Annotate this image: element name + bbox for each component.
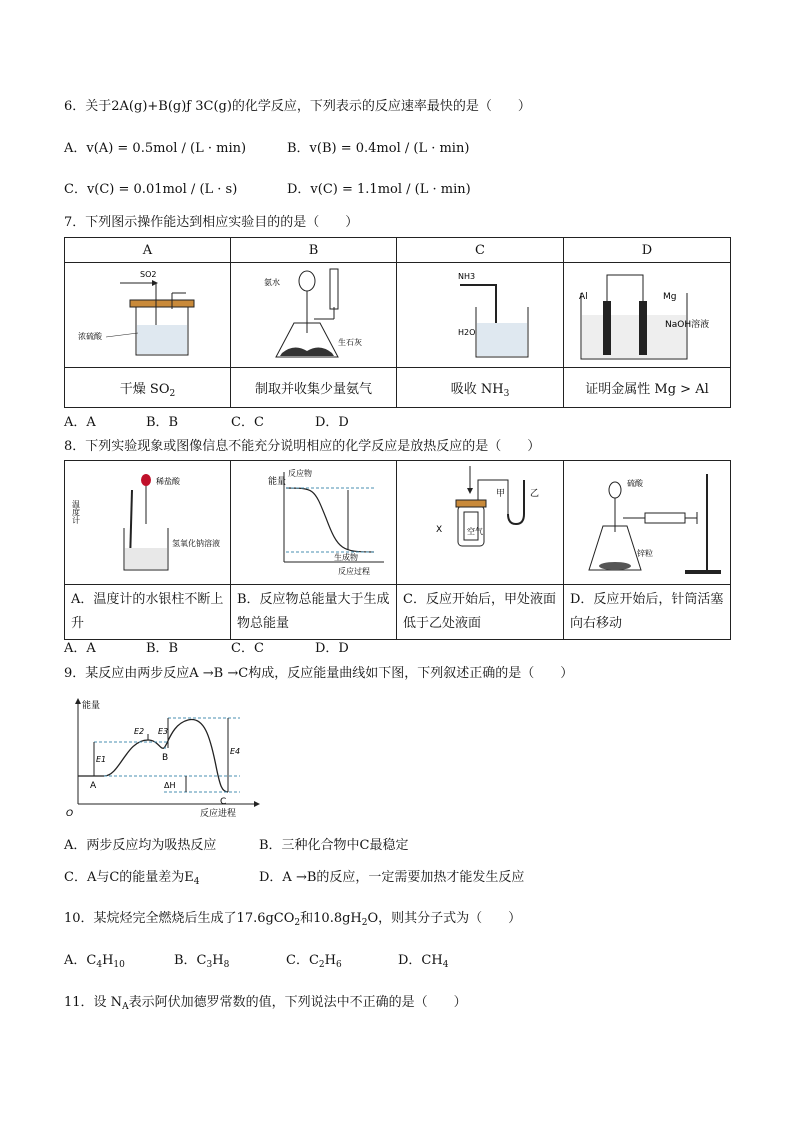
q8-answer-a[interactable]: A．A: [64, 641, 96, 656]
acid-liquid: [137, 325, 187, 354]
q7-caption-a: 干燥 $SO_2$: [65, 368, 231, 408]
collecting-tube: [330, 269, 338, 309]
q9-option-b[interactable]: B．三种化合物中C最稳定: [259, 838, 409, 853]
q9-E1-label: E1: [96, 755, 107, 764]
q8-figure-c: [397, 461, 564, 585]
q8-c-jia-label: 甲: [496, 488, 506, 499]
q8-caption-b: B．反应物总能量大于生成物总能量: [231, 585, 397, 640]
q8-figure-d: [564, 461, 731, 585]
q10-option-b[interactable]: B．$C_3H_8$: [174, 953, 230, 970]
wire: [607, 275, 643, 301]
q6-option-b[interactable]: B．v(B) = 0.4mol / (L · min): [287, 141, 470, 156]
q9-C-label: C: [220, 797, 227, 807]
q7-caption-b: 制取并收集少量氨气: [231, 368, 397, 408]
q7-figure-a: [65, 263, 231, 368]
q7-figure-d: [564, 263, 731, 368]
q7-answer-b[interactable]: B．B: [146, 415, 179, 430]
q7-c-gas-label: NH3: [458, 272, 476, 281]
q7-figure-b: [231, 263, 397, 368]
q10-option-a[interactable]: A．$C_4H_{10}$: [64, 953, 125, 970]
q8-answer-d[interactable]: D．D: [315, 641, 349, 656]
stand-base: [685, 570, 721, 574]
q7-stem: 7．下列图示操作能达到相应实验目的的是（ ）: [64, 215, 359, 230]
u-tube-figure: [400, 462, 560, 580]
q8-caption-a: A．温度计的水银柱不断上升: [65, 585, 231, 640]
energy-diagram-figure: [234, 462, 394, 580]
q11-stem: 11．设 $N_A$表示阿伏加德罗常数的值，下列说法中不正确的是（ ）: [64, 995, 467, 1012]
ammonia-generator-figure: [234, 263, 394, 363]
q8-figure-b: [231, 461, 397, 585]
q7-answer-a[interactable]: A．A: [64, 415, 96, 430]
syringe-flask-figure: [567, 462, 727, 580]
thermometer-beaker-figure: [68, 462, 228, 580]
mg-electrode: [639, 301, 647, 355]
q8-b-product-label: 生成物: [333, 552, 358, 562]
dropper-bulb: [141, 474, 151, 486]
dropping-funnel: [299, 271, 315, 291]
q7-caption-d: 证明金属性 Mg > Al: [564, 368, 731, 408]
q6-stem: 6．关于2A(g)+B(g)ƒ 3C(g)的化学反应，下列表示的反应速率最快的是（ ）: [64, 99, 531, 114]
q7-figure-c: [397, 263, 564, 368]
q7-d-left-label: Al: [579, 292, 588, 302]
q8-b-x-label: 反应过程: [337, 566, 370, 576]
q7-header-d: D: [564, 238, 731, 263]
q9-y-label: 能量: [82, 701, 101, 711]
q7-d-solution-label: NaOH溶液: [665, 320, 710, 330]
stopper: [130, 300, 194, 307]
q7-a-gas-label: SO2: [139, 270, 156, 279]
q7-answer-c[interactable]: C．C: [231, 415, 264, 430]
u-tube: [508, 480, 524, 524]
q9-A-label: A: [90, 781, 97, 791]
q10-option-c[interactable]: C．$C_2H_6$: [286, 953, 342, 970]
stopper: [456, 500, 486, 507]
q8-stem: 8．下列实验现象或图像信息不能充分说明相应的化学反应是放热反应的是（ ）: [64, 439, 541, 454]
q7-answer-d[interactable]: D．D: [315, 415, 349, 430]
q8-c-x-label: X: [436, 524, 443, 535]
q8-table: [64, 460, 731, 640]
q8-c-yi-label: 乙: [530, 488, 540, 499]
q8-answer-c[interactable]: C．C: [231, 641, 264, 656]
al-electrode: [603, 301, 611, 355]
q9-dH-label: ΔH: [164, 781, 176, 790]
q8-d-acid-label: 硫酸: [627, 478, 643, 488]
q8-a-thermo-label: 温度计: [71, 499, 80, 524]
q8-caption-d: D．反应开始后，针筒活塞向右移动: [564, 585, 731, 640]
separatory-funnel: [609, 482, 621, 498]
q9-stem: 9．某反应由两步反应A →B →C构成，反应能量曲线如下图，下列叙述正确的是（ ）: [64, 666, 574, 681]
q9-option-d[interactable]: D．A →B的反应，一定需要加热才能发生反应: [259, 870, 525, 885]
q7-header-b: B: [231, 238, 397, 263]
q10-stem: 10．某烷烃完全燃烧后生成了17.6gCO$_2$和$10.8gH_2O$，则其分子式为（ ）: [64, 911, 522, 928]
q9-energy-diagram: [64, 696, 264, 820]
q6-option-c[interactable]: C．v(C) = 0.01mol / (L · s): [64, 182, 238, 197]
q6-option-a[interactable]: A．v(A) = 0.5mol / (L · min): [64, 141, 247, 156]
q9-E3-label: E3: [158, 727, 169, 736]
energy-curve: [286, 488, 374, 552]
q8-d-zinc-label: 锌粒: [637, 548, 653, 558]
syringe: [645, 513, 685, 523]
q7-a-liquid-label: 浓硫酸: [77, 332, 102, 341]
q8-caption-c: C．反应开始后，甲处液面低于乙处液面: [397, 585, 564, 640]
q8-b-reactant-label: 反应物: [287, 468, 312, 478]
ammonia-absorb-figure: [400, 263, 560, 363]
water: [477, 323, 527, 356]
solution: [125, 548, 167, 569]
quicklime: [280, 347, 334, 356]
q7-header-a: A: [65, 238, 231, 263]
q6-option-d[interactable]: D．v(C) = 1.1mol / (L · min): [287, 182, 471, 197]
q9-B-label: B: [162, 753, 169, 763]
arrow-head: [467, 488, 473, 494]
q9-E4-label: E4: [230, 747, 241, 756]
q7-header-c: C: [397, 238, 564, 263]
q9-E2-label: E2: [134, 727, 145, 736]
q8-b-y-label: 能量: [267, 476, 286, 487]
q7-b-solid-label: 生石灰: [337, 338, 362, 347]
q7-table: [64, 237, 731, 408]
q7-caption-c: 吸收 $NH_3$: [397, 368, 564, 408]
q8-a-solution-label: 氢氧化钠溶液: [171, 538, 220, 548]
zinc-granules: [599, 562, 631, 570]
q7-b-liquid-label: 氨水: [263, 278, 280, 287]
gas-washing-bottle-figure: [68, 263, 228, 363]
q7-d-right-label: Mg: [663, 292, 677, 302]
arrow-head: [152, 280, 158, 286]
q8-c-air-label: 空气: [467, 526, 483, 536]
q8-answer-b[interactable]: B．B: [146, 641, 179, 656]
q8-a-acid-label: 稀盐酸: [155, 476, 180, 486]
q9-x-label: 反应进程: [200, 809, 237, 819]
q10-option-d[interactable]: D．$CH_4$: [398, 953, 449, 970]
q8-figure-a: [65, 461, 231, 585]
q9-origin-label: O: [66, 809, 74, 819]
q7-c-liquid-label: H2O: [458, 328, 476, 337]
galvanic-cell-figure: [567, 263, 727, 363]
q9-option-a[interactable]: A．两步反应均为吸热反应: [64, 838, 217, 853]
q9-option-c[interactable]: C．A与C的能量差为$E_4$: [64, 870, 200, 887]
